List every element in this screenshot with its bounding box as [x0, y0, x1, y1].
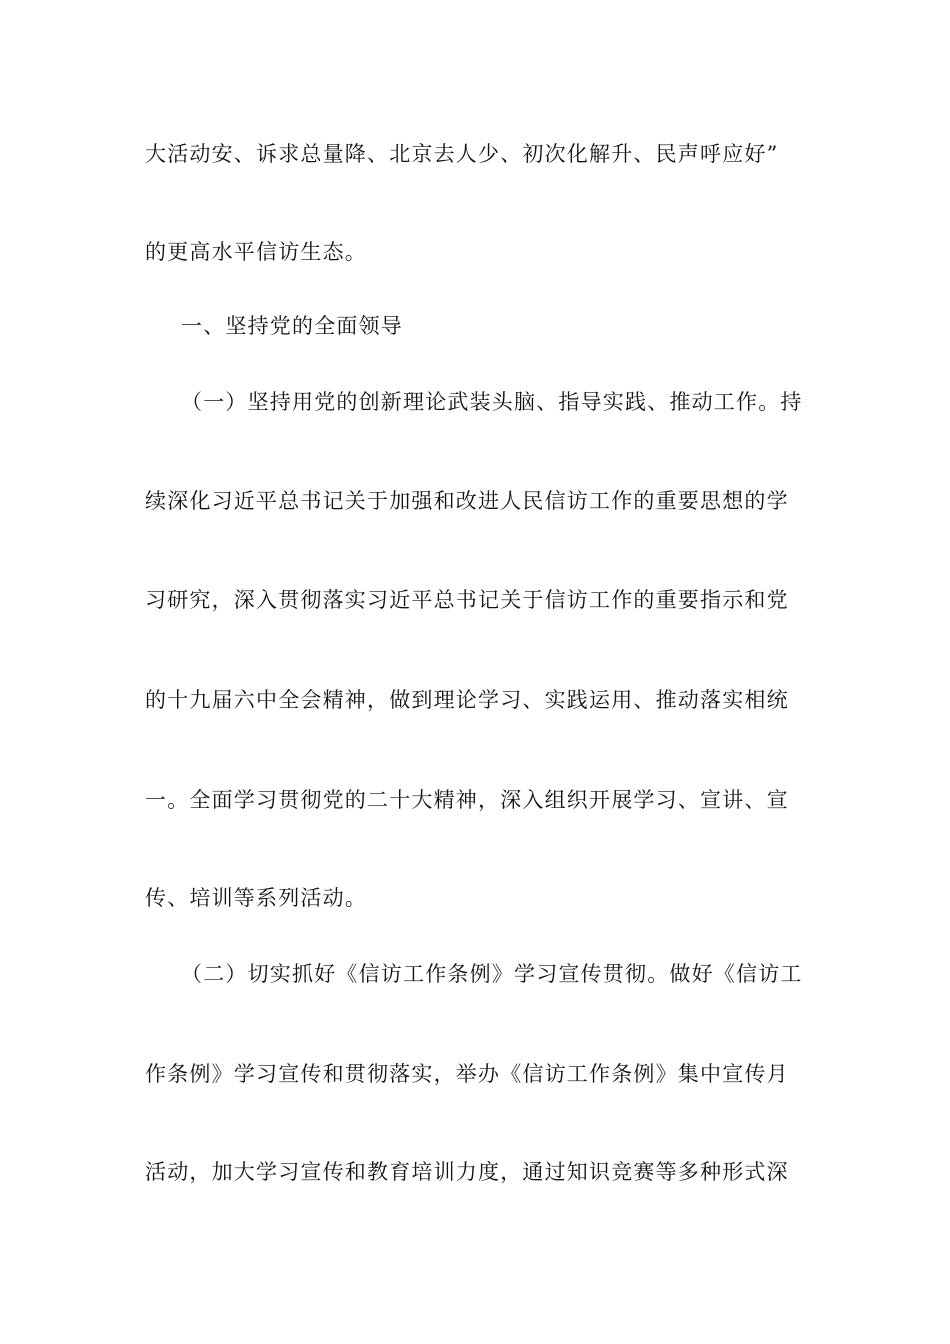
paragraph-line: 作条例》学习宣传和贯彻落实，举办《信访工作条例》集中宣传月 [145, 1062, 789, 1086]
paragraph-line: （二）切实抓好《信访工作条例》学习宣传贯彻。做好《信访工 [181, 962, 803, 986]
paragraph-line: 大活动安、诉求总量降、北京去人少、初次化解升、民声呼应好” [145, 142, 779, 166]
paragraph-line: 习研究，深入贯彻落实习近平总书记关于信访工作的重要指示和党 [145, 588, 789, 612]
paragraph-line: 活动，加大学习宣传和教育培训力度，通过知识竞赛等多种形式深 [145, 1160, 789, 1184]
paragraph-line: 一。全面学习贯彻党的二十大精神，深入组织开展学习、宣讲、宣 [145, 788, 789, 812]
section-heading: 一、坚持党的全面领导 [181, 314, 403, 338]
paragraph-line: 的更高水平信访生态。 [145, 240, 367, 264]
paragraph-line: 传、培训等系列活动。 [145, 886, 367, 910]
paragraph-line: 的十九届六中全会精神，做到理论学习、实践运用、推动落实相统 [145, 688, 789, 712]
paragraph-line: 续深化习近平总书记关于加强和改进人民信访工作的重要思想的学 [145, 489, 789, 513]
paragraph-line: （一）坚持用党的创新理论武装头脑、指导实践、推动工作。持 [181, 390, 803, 414]
